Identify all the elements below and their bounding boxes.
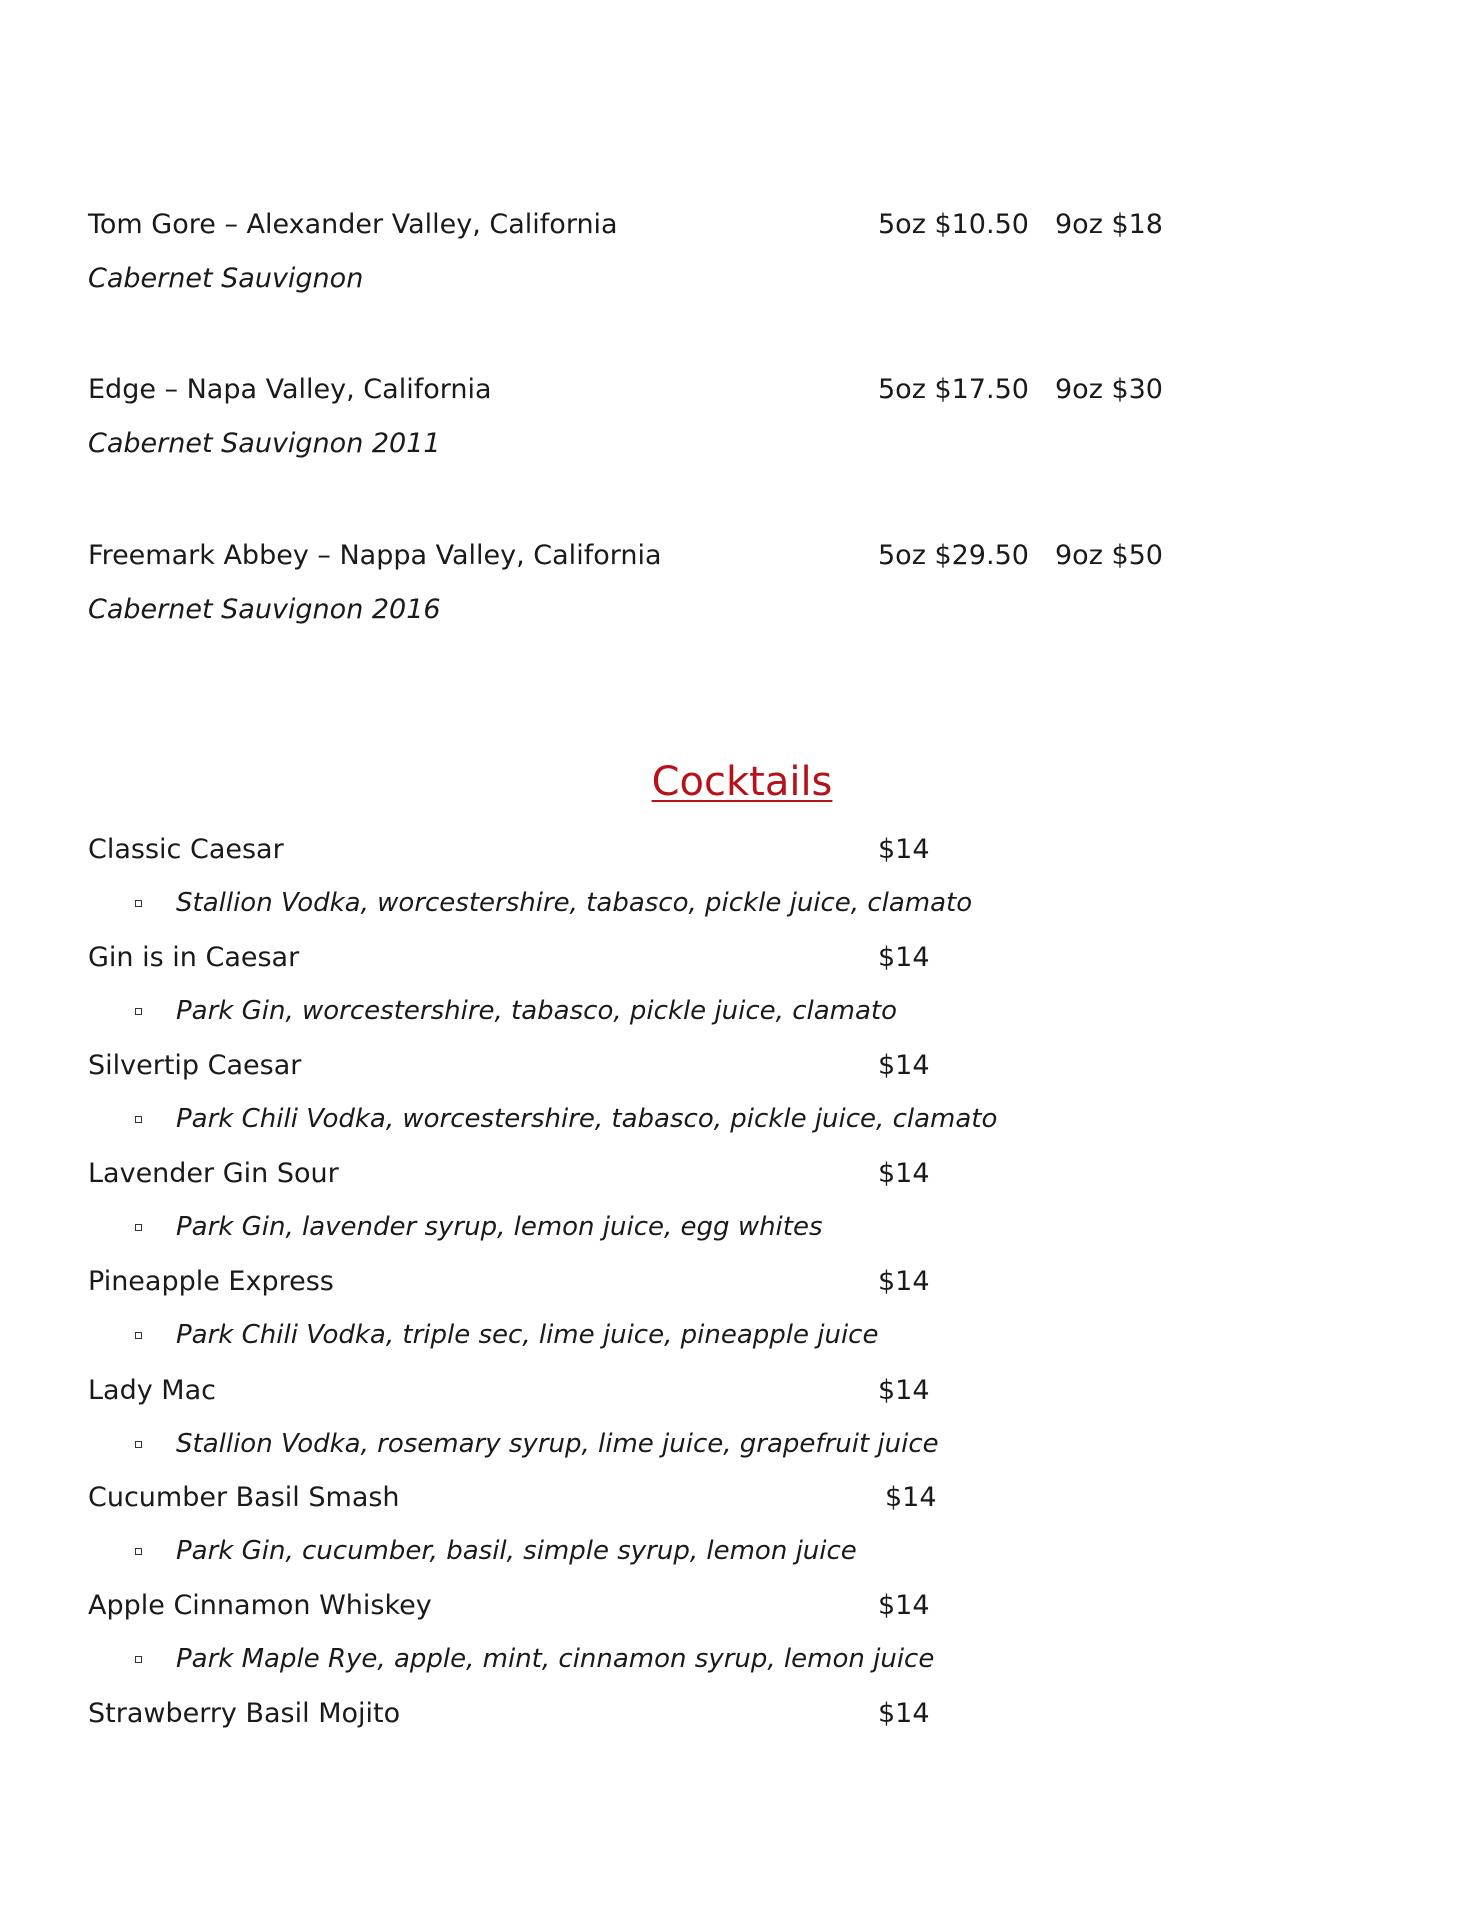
cocktail-item: [88, 942, 1088, 1042]
cocktail-item: [88, 1050, 1088, 1150]
square-bullet-icon: [135, 1441, 142, 1448]
cocktail-ingredients: Park Chili Vodka, worcestershire, tabasco, pickle juice, clamato: [176, 1104, 998, 1134]
cocktail-price: $14: [878, 1375, 930, 1406]
square-bullet-icon: [135, 1224, 142, 1231]
cocktail-price: $14: [878, 834, 930, 865]
wine-price-9oz: 9oz $50: [1055, 540, 1163, 571]
cocktail-price: $14: [878, 1050, 930, 1081]
square-bullet-icon: [135, 1656, 142, 1663]
cocktail-ingredients: Park Gin, lavender syrup, lemon juice, egg whites: [176, 1212, 823, 1242]
wine-name: Freemark Abbey – Nappa Valley, California: [88, 540, 662, 571]
wine-varietal: Cabernet Sauvignon: [88, 263, 364, 294]
square-bullet-icon: [135, 1548, 142, 1555]
cocktail-name: Strawberry Basil Mojito: [88, 1698, 401, 1729]
cocktail-ingredients: Park Chili Vodka, triple sec, lime juice, pineapple juice: [176, 1320, 879, 1350]
cocktail-name: Gin is in Caesar: [88, 942, 300, 973]
cocktail-price: $14: [878, 942, 930, 973]
wine-price-5oz: 5oz $17.50: [878, 374, 1029, 405]
cocktail-item: [88, 1375, 1088, 1475]
square-bullet-icon: [135, 1332, 142, 1339]
square-bullet-icon: [135, 1116, 142, 1123]
wine-varietal: Cabernet Sauvignon 2016: [88, 594, 441, 625]
cocktail-name: Silvertip Caesar: [88, 1050, 302, 1081]
wine-name: Edge – Napa Valley, California: [88, 374, 492, 405]
cocktail-ingredients: Park Gin, worcestershire, tabasco, pickle juice, clamato: [176, 996, 898, 1026]
wine-price-5oz: 5oz $29.50: [878, 540, 1029, 571]
cocktail-ingredients: Park Gin, cucumber, basil, simple syrup, lemon juice: [176, 1536, 857, 1566]
cocktail-price: $14: [878, 1698, 930, 1729]
cocktail-ingredients: Park Maple Rye, apple, mint, cinnamon syrup, lemon juice: [176, 1644, 935, 1674]
cocktail-name: Lavender Gin Sour: [88, 1158, 339, 1189]
cocktail-name: Apple Cinnamon Whiskey: [88, 1590, 432, 1621]
wine-price-5oz: 5oz $10.50: [878, 209, 1029, 240]
cocktail-name: Pineapple Express: [88, 1266, 334, 1297]
wine-varietal: Cabernet Sauvignon 2011: [88, 428, 441, 459]
cocktail-price: $14: [885, 1482, 937, 1513]
wine-price-9oz: 9oz $18: [1055, 209, 1163, 240]
cocktail-item: [88, 1266, 1088, 1366]
cocktail-item: [88, 1158, 1088, 1258]
cocktail-item: [88, 1698, 1088, 1798]
cocktail-ingredients: Stallion Vodka, rosemary syrup, lime juice, grapefruit juice: [176, 1429, 939, 1459]
square-bullet-icon: [135, 1008, 142, 1015]
cocktail-name: Cucumber Basil Smash: [88, 1482, 400, 1513]
wine-name: Tom Gore – Alexander Valley, California: [88, 209, 618, 240]
cocktail-item: [88, 1482, 1088, 1582]
square-bullet-icon: [135, 900, 142, 907]
cocktail-name: Lady Mac: [88, 1375, 216, 1406]
cocktail-item: [88, 834, 1088, 934]
cocktails-heading: Cocktails: [651, 759, 833, 805]
cocktail-ingredients: Stallion Vodka, worcestershire, tabasco, pickle juice, clamato: [176, 888, 973, 918]
cocktail-price: $14: [878, 1590, 930, 1621]
wine-price-9oz: 9oz $30: [1055, 374, 1163, 405]
cocktail-price: $14: [878, 1158, 930, 1189]
cocktail-item: [88, 1590, 1088, 1690]
cocktail-price: $14: [878, 1266, 930, 1297]
cocktail-name: Classic Caesar: [88, 834, 284, 865]
